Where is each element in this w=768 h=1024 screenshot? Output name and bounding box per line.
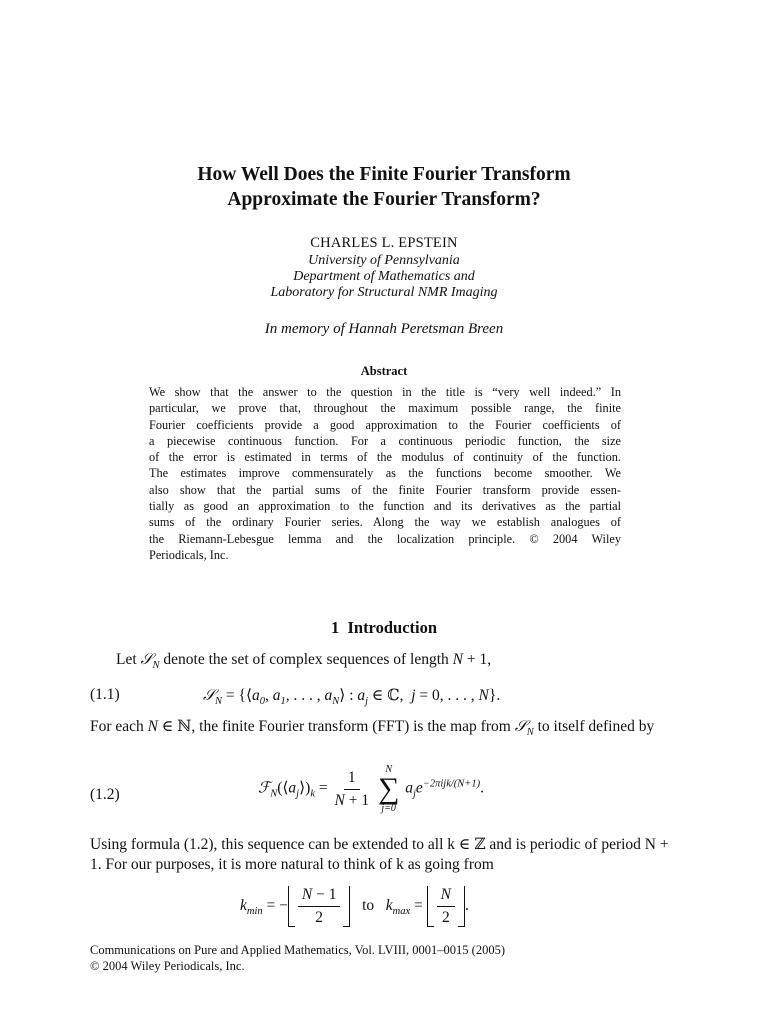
- affiliation-line-3: Laboratory for Structural NMR Imaging: [270, 285, 498, 300]
- abstract-line: the Riemann-Lebesgue lemma and the localization principle. © 2004 Wiley: [149, 531, 621, 546]
- dedication: In memory of Hannah Peretsman Breen: [264, 321, 504, 337]
- text-run: + 1,: [463, 651, 492, 668]
- equation-1-2: $ℱ_N(⟨a_j⟩)_k$ = $\frac{1}{N + 1}$ N ∑ j=0 $a_je^{-2\pi ijk/(N+1)}$.: [258, 764, 484, 814]
- abstract-line: sums of the ordinary Fourier series. Along the way we establish analogues of: [149, 515, 621, 530]
- abstract-line: also show that the partial sums of the finite Fourier transform provide essen-: [149, 482, 621, 497]
- abstract-line: a piecewise continuous function. For a continuous periodic function, the size: [149, 433, 621, 448]
- abstract-line: The estimates improve commensurately as the functions become smoother. We: [149, 466, 621, 481]
- abstract-line: tially as good an approximation to the function and its derivatives as the partial: [149, 499, 621, 514]
- section-number: 1: [330, 618, 340, 637]
- abstract-line: of the error is estimated in terms of the modulus of continuity of the function.: [149, 450, 621, 465]
- summation-symbol: N ∑ j=0: [377, 764, 400, 814]
- equation-1-1: 𝒮$_N$ = {$⟨a_0$, $a_1$, . . . , $a_N⟩$ : $a_j$ ∈ ℂ, j = 0, . . . , N}.: [203, 687, 501, 708]
- text-run: denote the set of complex sequences of length: [159, 651, 453, 668]
- footer-citation: Communications on Pure and Applied Mathematics, Vol. LVIII, 0001–0015 (2005): [90, 943, 506, 957]
- section-title: Introduction: [347, 618, 438, 637]
- title-line-2: Approximate the Fourier Transform?: [227, 189, 541, 210]
- abstract-heading: Abstract: [360, 364, 408, 378]
- text-run: ∈ ℕ, the finite Fourier transform (FFT) is the map from: [158, 718, 515, 735]
- author-name: CHARLES L. EPSTEIN: [310, 235, 458, 251]
- abstract-line: Fourier coefficients provide a good approximation to the Fourier coefficients of: [149, 417, 621, 432]
- abstract-body: [149, 384, 621, 563]
- intro-paragraph-2: For each N ∈ ℕ, the finite Fourier transform (FFT) is the map from 𝒮$_N$ to itself defined by: [90, 718, 655, 739]
- abstract-line: particular, we prove that, throughout the maximum possible range, the finite: [149, 401, 621, 416]
- text-run: N: [147, 718, 159, 735]
- journal-footer: [90, 942, 505, 974]
- text-run: Let: [116, 651, 141, 668]
- equation-label-1-1: (1.1): [90, 686, 120, 703]
- abstract-line: We show that the answer to the question in the title is “very well indeed.” In: [149, 385, 621, 399]
- intro-paragraph-3: Using formula (1.2), this sequence can be extended to all k ∈ ℤ and is periodic of period N + 1. For our purposes, it is more natural to think of k as going from: [90, 836, 669, 873]
- fraction: $\frac{1}{N + 1}$: [334, 768, 370, 809]
- affiliation-line-2: Department of Mathematics and: [293, 269, 475, 284]
- intro-paragraph-1: Let 𝒮$_N$ denote the set of complex sequences of length N + 1,: [116, 651, 492, 672]
- paper-title: [0, 162, 768, 212]
- section-heading: [0, 618, 768, 638]
- to-word: to: [362, 897, 375, 915]
- footer-copyright: © 2004 Wiley Periodicals, Inc.: [90, 959, 245, 973]
- title-line-1: How Well Does the Finite Fourier Transform: [197, 164, 571, 185]
- affiliation-line-1: University of Pennsylvania: [308, 253, 460, 268]
- equation-k-range: $k_{min}$ = − $\frac{N - 1}{2}$ to $k_{max}$ = $\frac{N}{2}$ .: [240, 886, 469, 926]
- text-run: to itself defined by: [533, 718, 655, 735]
- abstract-line: Periodicals, Inc.: [149, 547, 229, 562]
- equation-label-1-2: (1.2): [90, 786, 120, 803]
- text-run: For each: [90, 718, 148, 735]
- text-run: N: [452, 651, 464, 668]
